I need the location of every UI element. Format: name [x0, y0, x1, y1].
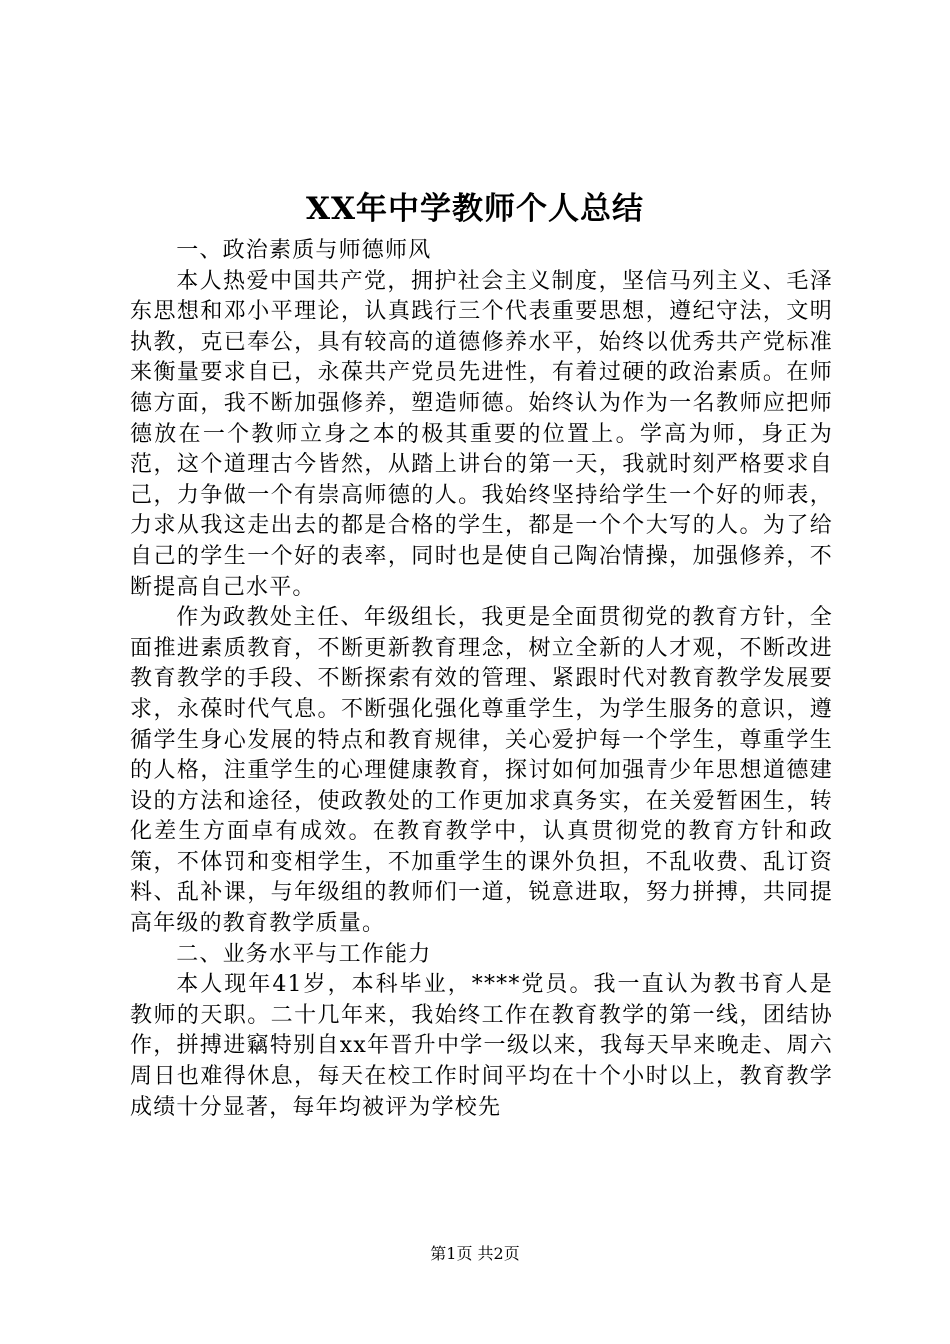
paragraph-3: 本人现年41岁，本科毕业，****党员。我一直认为教书育人是教师的天职。二十几年来，我始终工作在教育教学的第一线，团结协作，拼搏进竊特别自xx年晋升中学一级以来，我每天早来晚走、周六周日也难得休息，每天在校工作时间平均在十个小时以上，教育教学成绩十分显著，每年均被评为学校先	[130, 972, 833, 1120]
section-heading-1: 一、政治素质与师德师风	[176, 238, 432, 263]
paragraph-1: 本人热爱中国共产党，拥护社会主义制度，坚信马列主义、毛泽东思想和邓小平理论，认真践行三个代表重要思想，遵纪守法，文明执教，克已奉公，具有较高的道德修养水平，始终以优秀共产党标准来衡量要求自已，永葆共产党员先进性，有着过硬的政治素质。在师德方面，我不断加强修养，塑造师德。始终认为作为一名教师应把师德放在一个教师立身之本的极其重要的位置上。学高为师，身正为范，这个道理古今皆然，从踏上讲台的第一天，我就时刻严格要求自己，力争做一个有崇高师德的人。我始终坚持给学生一个好的师表，力求从我这走出去的都是合格的学生，都是一个个大写的人。为了给自己的学生一个好的表率，同时也是使自己陶冶情操，加强修养，不断提高自己水平。	[130, 268, 833, 600]
document-body	[130, 236, 833, 1123]
section-heading-2: 二、业务水平与工作能力	[176, 941, 432, 967]
page-footer: 第1页 共2页	[430, 1244, 520, 1263]
paragraph-2: 作为政教处主任、年级组长，我更是全面贯彻党的教育方针，全面推进素质教育，不断更新教育理念，树立全新的人才观，不断改进教育教学的手段、不断探索有效的管理、紧跟时代对教育教学发展要求，永葆时代气息。不断强化强化尊重学生，为学生服务的意识，遵循学生身心发展的特点和教育规律，关心爱护每一个学生，尊重学生的人格，注重学生的心理健康教育，探讨如何加强青少年思想道德建设的方法和途径，使政教处的工作更加求真务实，在关爱暂困生，转化差生方面卓有成效。在教育教学中，认真贯彻党的教育方针和政策，不体罚和变相学生，不加重学生的课外负担，不乱收费、乱订资料、乱补课，与年级组的教师们一道，锐意进取，努力拼搏，共同提高年级的教育教学质量。	[130, 605, 833, 937]
document-title: XX年中学教师个人总结	[305, 191, 645, 227]
